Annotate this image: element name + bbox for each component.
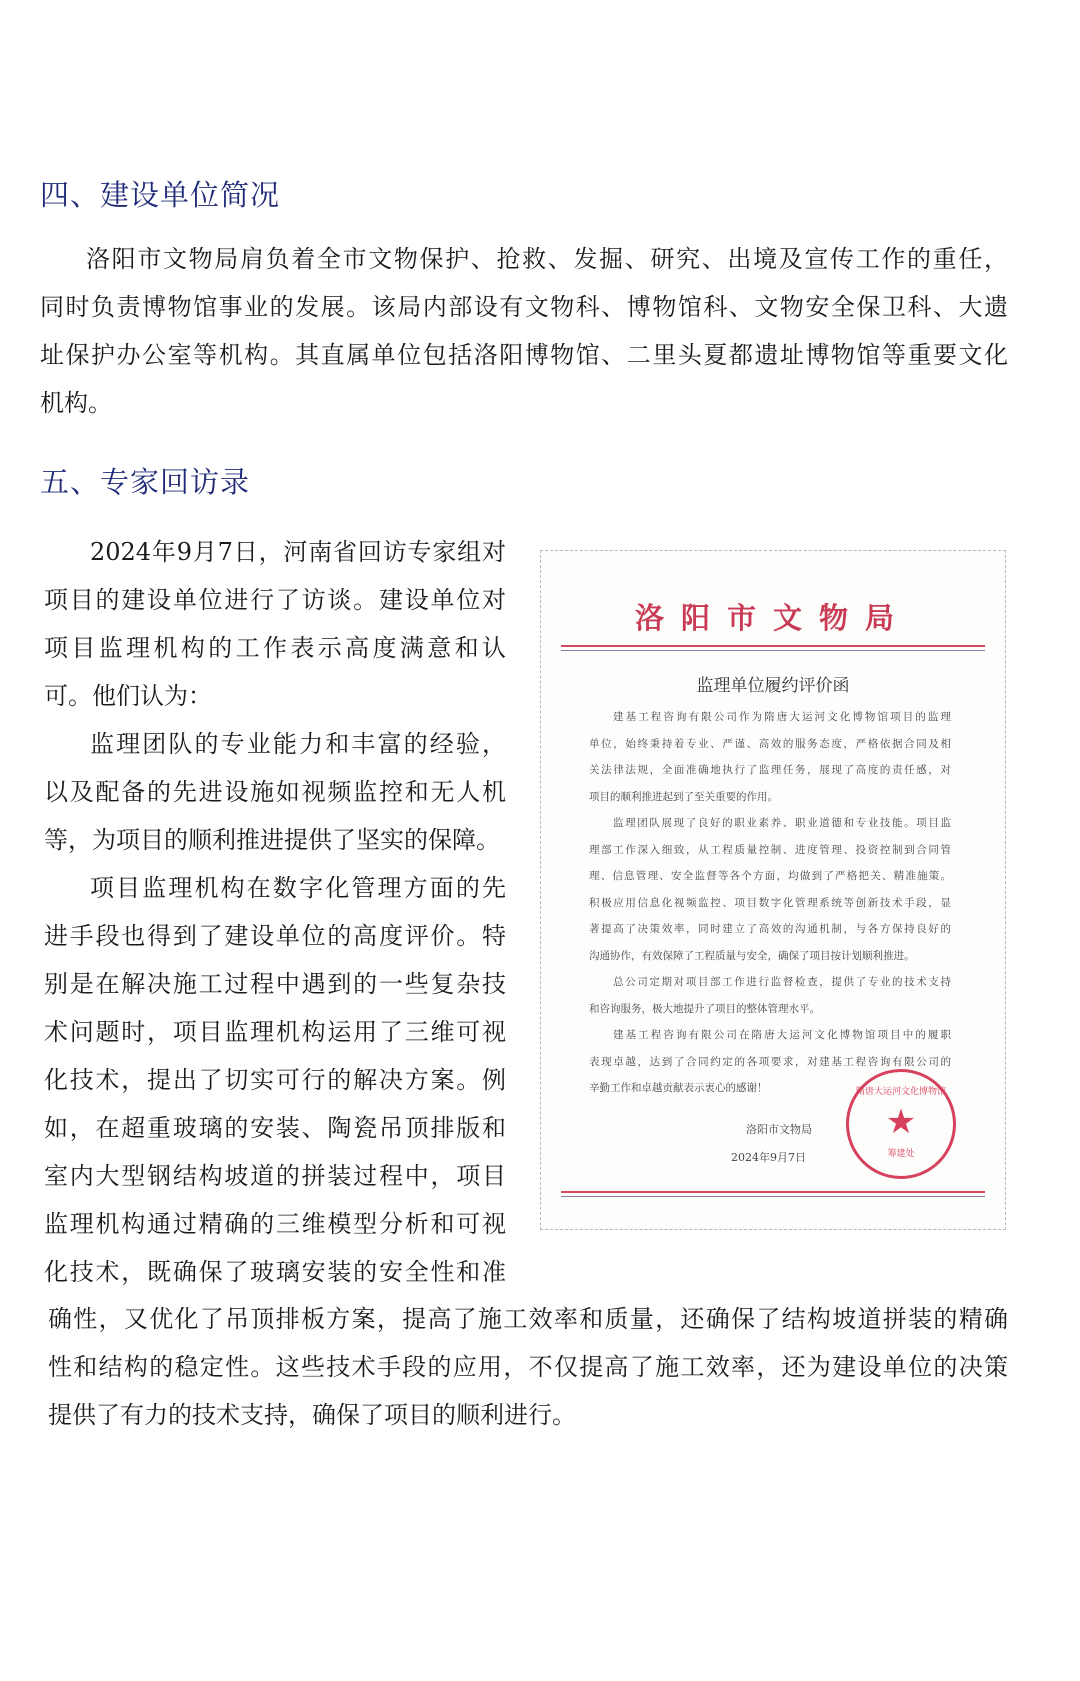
letter-date: 2024年9月7日 [731,1151,806,1164]
paragraph-line: 进手段也得到了建设单位的高度评价。特 [44,922,506,950]
seal-text-top: 隋唐大运河文化博物馆 [855,1087,946,1097]
letter-title: 监理单位履约评价函 [696,676,850,696]
star-icon: ★ [885,1102,917,1142]
letterhead: 洛阳市文物局 [634,601,911,635]
letter-body-line: 监理团队展现了良好的职业素养、职业道德和专业技能。项目监 [613,817,951,829]
letter-body-line: 理部工作深入细致，从工程质量控制、进度管理、投资控制到合同管 [589,843,951,856]
letterhead-rule [561,645,985,651]
paragraph-line: 项目监理机构的工作表示高度满意和认 [44,634,506,662]
paragraph-line: 确性，又优化了吊顶排板方案，提高了施工效率和质量，还确保了结构坡道拼装的精确 [48,1305,1008,1333]
paragraph-line: 化技术，提出了切实可行的解决方案。例 [44,1066,506,1094]
official-seal [846,1069,956,1179]
footer-rule [561,1191,985,1197]
paragraph-line: 性和结构的稳定性。这些技术手段的应用，不仅提高了施工效率，还为建设单位的决策 [48,1353,1008,1381]
paragraph-line: 项目监理机构在数字化管理方面的先 [90,874,506,902]
letter-body-line: 辛勤工作和卓越贡献表示衷心的感谢！ [589,1082,768,1094]
section-heading: 四、建设单位简况 [40,178,281,212]
paragraph-line: 机构。 [40,389,112,417]
letter-body-line: 建基工程咨询有限公司作为隋唐大运河文化博物馆项目的监理 [613,711,951,723]
letter-body-line: 项目的顺利推进起到了至关重要的作用。 [589,790,778,803]
letter-body-line: 单位，始终秉持着专业、严谨、高效的服务态度，严格依据合同及相 [589,737,951,750]
paragraph-line: 监理团队的专业能力和丰富的经验， [90,730,506,758]
evaluation-letter-image [540,550,1006,1230]
paragraph-line: 监理机构通过精确的三维模型分析和可视 [44,1210,506,1238]
section-heading: 五、专家回访录 [40,465,251,499]
seal-text-bottom: 筹建处 [887,1149,915,1159]
letter-body-line: 和咨询服务，极大地提升了项目的整体管理水平。 [589,1002,820,1015]
paragraph-line: 室内大型钢结构坡道的拼装过程中，项目 [44,1162,506,1190]
letter-signature: 洛阳市文物局 [746,1123,812,1136]
letter-body-line: 表现卓越，达到了合同约定的各项要求，对建基工程咨询有限公司的 [589,1055,951,1068]
paragraph-line: 同时负责博物馆事业的发展。该局内部设有文物科、博物馆科、文物安全保卫科、大遗 [40,293,1008,321]
paragraph-line: 项目的建设单位进行了访谈。建设单位对 [44,586,506,614]
letter-body-line: 总公司定期对项目部工作进行监督检查，提供了专业的技术支持 [613,976,951,988]
paragraph-line: 提供了有力的技术支持，确保了项目的顺利进行。 [48,1401,576,1429]
paragraph-line: 2024年9月7日，河南省回访专家组对 [90,538,506,566]
letter-body-line: 积极应用信息化视频监控、项目数字化管理系统等创新技术手段，显 [589,896,951,909]
paragraph-line: 等，为项目的顺利推进提供了坚实的保障。 [44,826,500,854]
paragraph-line: 化技术，既确保了玻璃安装的安全性和准 [44,1258,506,1286]
letter-body-line: 建基工程咨询有限公司在隋唐大运河文化博物馆项目中的履职 [613,1029,951,1041]
paragraph-line: 洛阳市文物局肩负着全市文物保护、抢救、发掘、研究、出境及宣传工作的重任， [86,245,1008,273]
paragraph-line: 址保护办公室等机构。其直属单位包括洛阳博物馆、二里头夏都遗址博物馆等重要文化 [40,341,1008,369]
letter-body-line: 著提高了决策效率，同时建立了高效的沟通机制，与各方保持良好的 [589,923,951,935]
letter-body-line: 理、信息管理、安全监督等各个方面，均做到了严格把关、精准施策。 [589,870,951,882]
paragraph-line: 以及配备的先进设施如视频监控和无人机 [44,778,506,806]
paragraph-line: 别是在解决施工过程中遇到的一些复杂技 [44,970,506,998]
paragraph-line: 术问题时，项目监理机构运用了三维可视 [44,1018,506,1046]
letter-body-line: 关法律法规，全面准确地执行了监理任务，展现了高度的责任感，对 [589,764,951,776]
letter-body-line: 沟通协作，有效保障了工程质量与安全，确保了项目按计划顺利推进。 [589,949,915,962]
paragraph-line: 如，在超重玻璃的安装、陶瓷吊顶排版和 [44,1114,506,1142]
paragraph-line: 可。他们认为： [44,682,212,710]
